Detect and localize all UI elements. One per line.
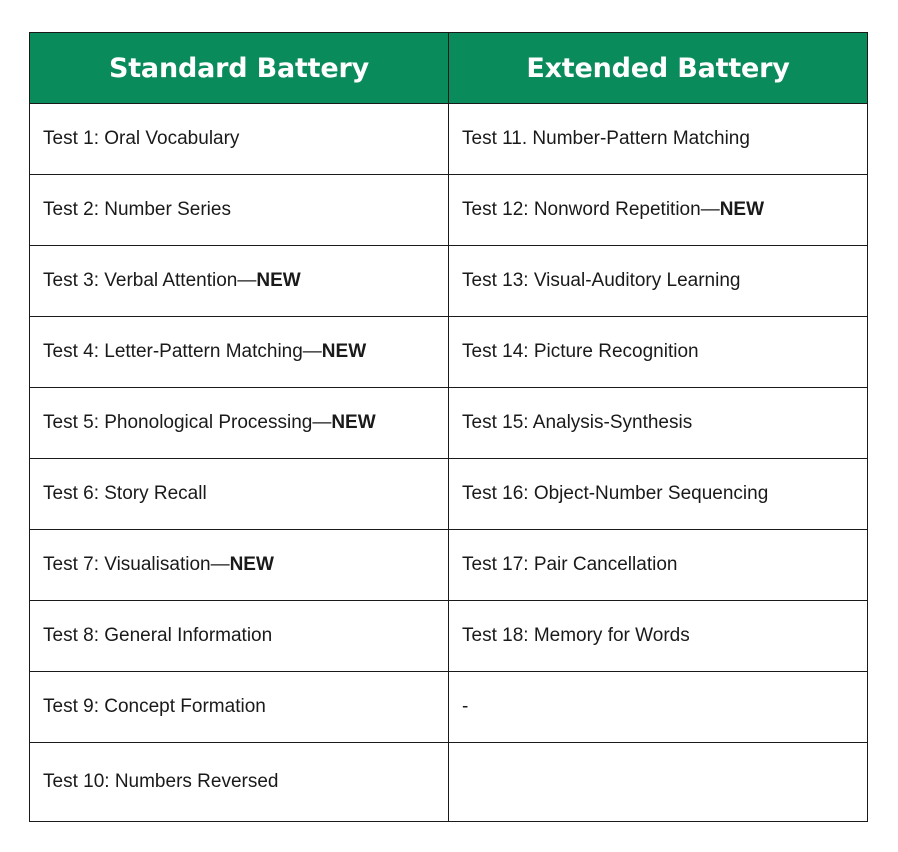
new-badge: NEW bbox=[331, 412, 376, 433]
extended-test-cell bbox=[449, 104, 868, 175]
test-name: Test 14: Picture Recognition bbox=[462, 341, 699, 362]
extended-test-cell bbox=[449, 743, 868, 822]
table-header-row bbox=[30, 33, 868, 104]
test-name: Test 7: Visualisation— bbox=[43, 554, 230, 575]
standard-test-cell bbox=[30, 388, 449, 459]
header-extended-battery: Extended Battery bbox=[449, 33, 868, 104]
standard-test-cell bbox=[30, 104, 449, 175]
new-badge: NEW bbox=[229, 554, 274, 575]
header-standard-battery: Standard Battery bbox=[30, 33, 449, 104]
table-row bbox=[30, 601, 868, 672]
extended-test-cell bbox=[449, 672, 868, 743]
table-body bbox=[30, 104, 868, 822]
standard-test-cell bbox=[30, 317, 449, 388]
test-name: Test 2: Number Series bbox=[43, 199, 231, 220]
table-row bbox=[30, 317, 868, 388]
extended-test-cell bbox=[449, 175, 868, 246]
table-row bbox=[30, 459, 868, 530]
table-row bbox=[30, 672, 868, 743]
standard-test-cell bbox=[30, 672, 449, 743]
test-name: Test 11. Number-Pattern Matching bbox=[462, 128, 750, 149]
extended-test-cell bbox=[449, 530, 868, 601]
test-name: Test 1: Oral Vocabulary bbox=[43, 128, 240, 149]
table-row bbox=[30, 743, 868, 822]
extended-test-cell bbox=[449, 459, 868, 530]
test-name: Test 5: Phonological Processing— bbox=[43, 412, 332, 433]
table-row bbox=[30, 530, 868, 601]
test-name: Test 3: Verbal Attention— bbox=[43, 270, 257, 291]
table-row bbox=[30, 175, 868, 246]
extended-test-cell bbox=[449, 601, 868, 672]
test-name: Test 16: Object-Number Sequencing bbox=[462, 483, 769, 504]
standard-test-cell bbox=[30, 246, 449, 317]
test-name: Test 4: Letter-Pattern Matching— bbox=[43, 341, 322, 362]
test-name: Test 17: Pair Cancellation bbox=[462, 554, 678, 575]
standard-test-cell bbox=[30, 743, 449, 822]
new-badge: NEW bbox=[321, 341, 367, 362]
battery-table bbox=[29, 32, 868, 822]
standard-test-cell bbox=[30, 459, 449, 530]
test-name: Test 13: Visual-Auditory Learning bbox=[462, 270, 741, 291]
extended-test-cell bbox=[449, 317, 868, 388]
test-name: Test 8: General Information bbox=[43, 625, 273, 646]
standard-test-cell bbox=[30, 530, 449, 601]
test-name: Test 9: Concept Formation bbox=[43, 696, 266, 717]
new-badge: NEW bbox=[719, 199, 765, 220]
test-name: - bbox=[462, 696, 469, 717]
standard-test-cell bbox=[30, 601, 449, 672]
table-row bbox=[30, 388, 868, 459]
table-row bbox=[30, 246, 868, 317]
test-name: Test 10: Numbers Reversed bbox=[43, 771, 279, 792]
test-name: Test 18: Memory for Words bbox=[462, 625, 690, 646]
test-name: Test 12: Nonword Repetition— bbox=[462, 199, 720, 220]
test-name: Test 6: Story Recall bbox=[43, 483, 207, 504]
standard-test-cell bbox=[30, 175, 449, 246]
table-row bbox=[30, 104, 868, 175]
extended-test-cell bbox=[449, 388, 868, 459]
extended-test-cell bbox=[449, 246, 868, 317]
test-name: Test 15: Analysis-Synthesis bbox=[462, 412, 693, 433]
new-badge: NEW bbox=[256, 270, 301, 291]
